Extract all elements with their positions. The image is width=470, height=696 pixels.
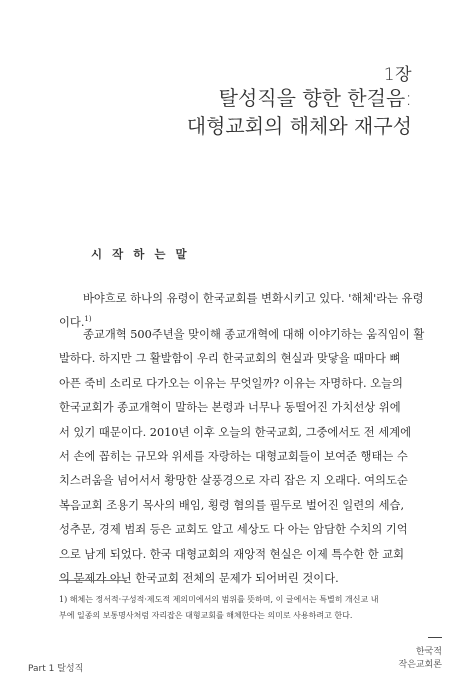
paragraph-2-line: 으로 남게 되었다. 한국 대형교회의 재앙적 현실은 이제 특수한 한 교회: [59, 547, 405, 561]
paragraph-2-line: 종교개혁 500주년을 맞이해 종교개혁에 대해 이야기하는 움직임이 활: [83, 328, 425, 341]
paragraph-2-line: 의 문제가 아닌 한국교회 전체의 문제가 되어버린 것이다.: [59, 572, 339, 586]
paragraph-2-line: 복음교회 조용기 목사의 배임, 횡령 혐의를 필두로 벌어진 일련의 세습,: [59, 498, 405, 512]
paragraph-2-line: 치스러움을 넘어서서 황망한 살풍경으로 자리 잡은 지 오래다. 여의도순: [59, 474, 408, 488]
footer-divider: [428, 637, 442, 638]
chapter-title-line-1: 탈성직을 향한 한걸음:: [218, 86, 412, 110]
paragraph-2-line: 서 있기 때문이다. 2010년 이후 오늘의 한국교회, 그중에서도 전 세계에: [59, 425, 411, 439]
paragraph-2: [59, 323, 425, 591]
footnote-divider: [59, 580, 127, 581]
footnote-line: 부에 일종의 보통명사처럼 자리잡은 대형교회를 해체한다는 의미로 사용하려고 한다.: [59, 611, 353, 620]
paragraph-2-line: 발하다. 하지만 그 활발함이 우리 한국교회의 현실과 맞닿을 때마다 뼈: [59, 352, 401, 366]
paragraph-1-line-text: 이다.: [59, 316, 85, 330]
footnote-reference[interactable]: 1): [84, 315, 92, 324]
chapter-label: 1장: [383, 65, 412, 85]
paragraph-2-line: 성추문, 경제 범죄 등은 교회도 알고 세상도 다 아는 암담한 수치의 기억: [59, 523, 408, 537]
footnote: [59, 592, 419, 624]
footnote-line: 1) 해체는 정서적·구성적·제도적 제의미에서의 범위를 뜻하며, 이 글에서는 특별히 개신교 내: [59, 595, 379, 604]
paragraph-1-line: 바야흐로 하나의 유령이 한국교회를 변화시키고 있다. '해체'라는 유령: [83, 292, 424, 305]
chapter-title-line-2: 대형교회의 해체와 재구성: [186, 114, 412, 138]
paragraph-2-line: 한국교회가 종교개혁이 말하는 본령과 너무나 동떨어진 가치선상 위에: [59, 401, 401, 415]
section-heading: 시 작 하 는 말: [91, 247, 190, 261]
footer-book-title-line-1: 한국적: [415, 647, 442, 657]
running-footer-right: [399, 646, 442, 672]
paragraph-2-line: 아픈 죽비 소리로 다가오는 이유는 무엇일까? 이유는 자명하다. 오늘의: [59, 376, 403, 390]
running-footer-left: Part 1 탈성직: [28, 664, 84, 674]
footer-book-title-line-2: 작은교회론: [398, 660, 442, 670]
paragraph-2-line: 서 손에 꼽히는 규모와 위세를 자랑하는 대형교회들이 보여준 행태는 수: [59, 450, 408, 464]
